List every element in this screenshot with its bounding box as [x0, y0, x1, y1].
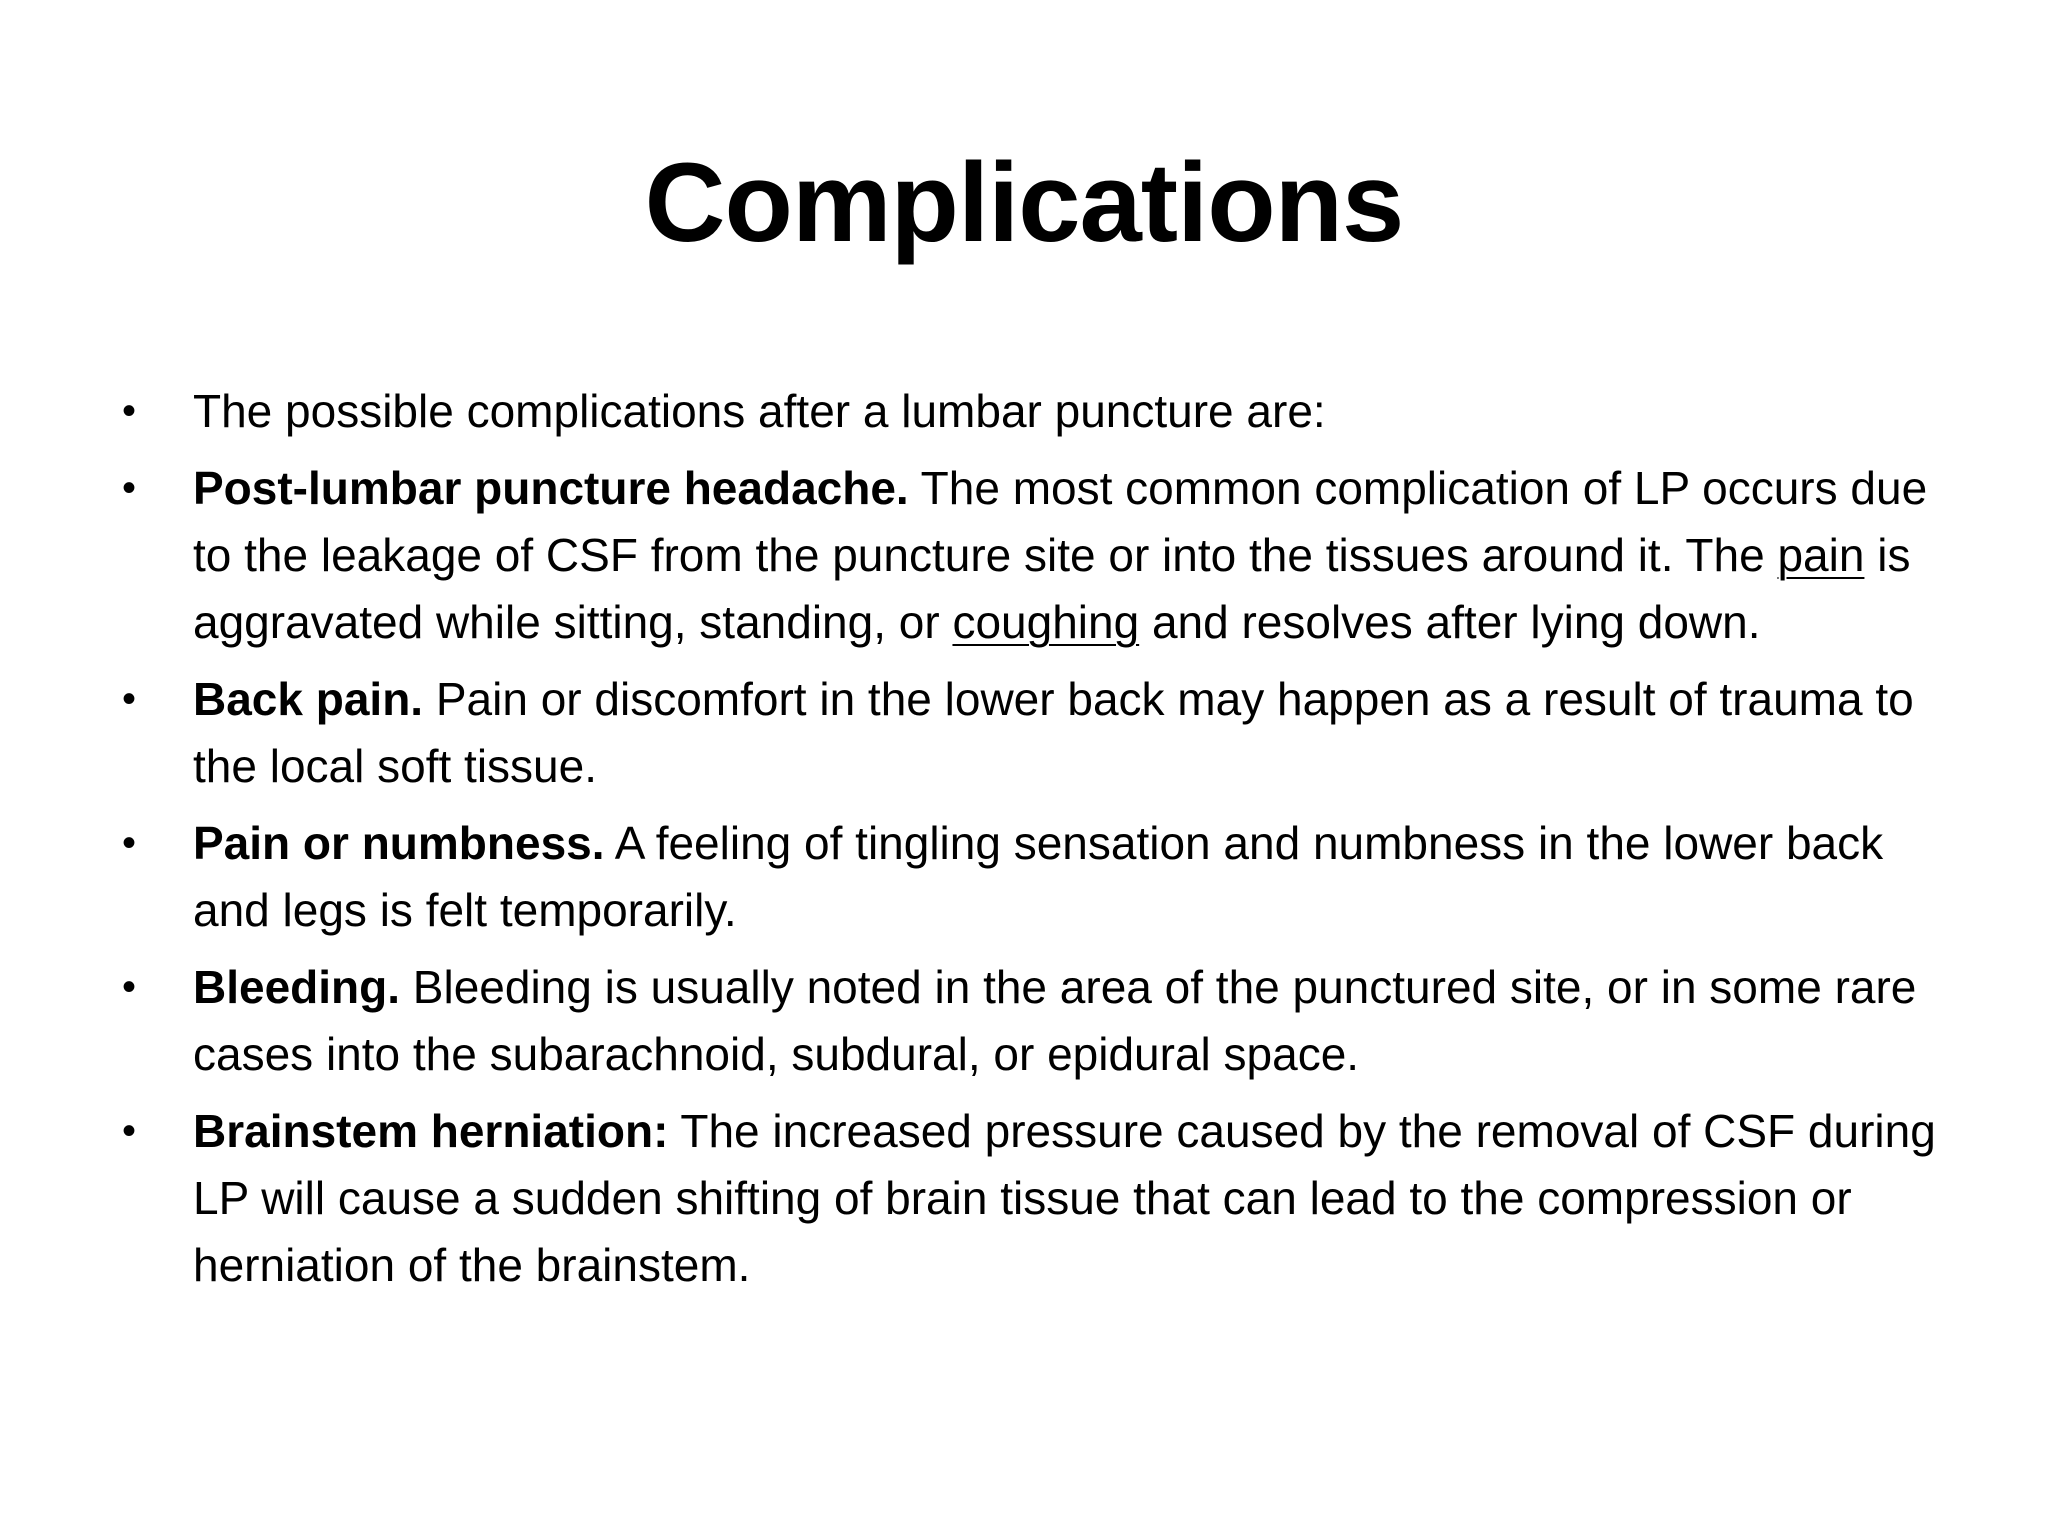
bullet-lead: Bleeding. — [193, 961, 401, 1013]
bullet-text: The most common complication of LP occurs due to the leakage of CSF from the puncture site or into the tissues around it. The — [193, 462, 1928, 581]
slide-title: Complications — [644, 140, 1404, 265]
bullet-text: Pain or discomfort in the lower back may happen as a result of trauma to the local soft tissue. — [193, 673, 1914, 792]
bullet-item-back-pain — [120, 666, 1950, 800]
bullet-text: is aggravated while sitting, standing, or — [193, 529, 1911, 648]
bullet-icon: • — [122, 389, 137, 433]
bullet-text: Bleeding is usually noted in the area of the punctured site, or in some rare cases into the subarachnoid, subdural, or epidural space. — [193, 961, 1917, 1080]
bullet-text: and resolves after lying down. — [1139, 596, 1761, 648]
bullet-item-numbness — [120, 810, 1950, 944]
bullet-item-herniation — [120, 1098, 1950, 1299]
bullet-item-intro — [120, 378, 1950, 445]
bullet-icon: • — [122, 466, 137, 510]
bullet-icon: • — [122, 821, 137, 865]
coughing-link[interactable]: coughing — [952, 596, 1140, 648]
bullet-list — [120, 378, 1950, 1309]
bullet-text: A feeling of tingling sensation and numbness in the lower back and legs is felt temporarily. — [193, 817, 1884, 936]
bullet-item-bleeding — [120, 954, 1950, 1088]
bullet-icon: • — [122, 965, 137, 1009]
pain-link[interactable]: pain — [1777, 529, 1865, 581]
bullet-lead: Pain or numbness. — [193, 817, 605, 869]
bullet-icon: • — [122, 677, 137, 721]
bullet-text: The possible complications after a lumbar puncture are: — [193, 385, 1326, 437]
bullet-lead: Back pain. — [193, 673, 424, 725]
bullet-lead: Post-lumbar puncture headache. — [193, 462, 909, 514]
bullet-icon: • — [122, 1109, 137, 1153]
bullet-lead: Brainstem herniation: — [193, 1105, 669, 1157]
bullet-text: The increased pressure caused by the removal of CSF during LP will cause a sudden shifting of brain tissue that can lead to the compression or herniation of the brainstem. — [193, 1105, 1936, 1291]
bullet-item-headache — [120, 455, 1950, 656]
